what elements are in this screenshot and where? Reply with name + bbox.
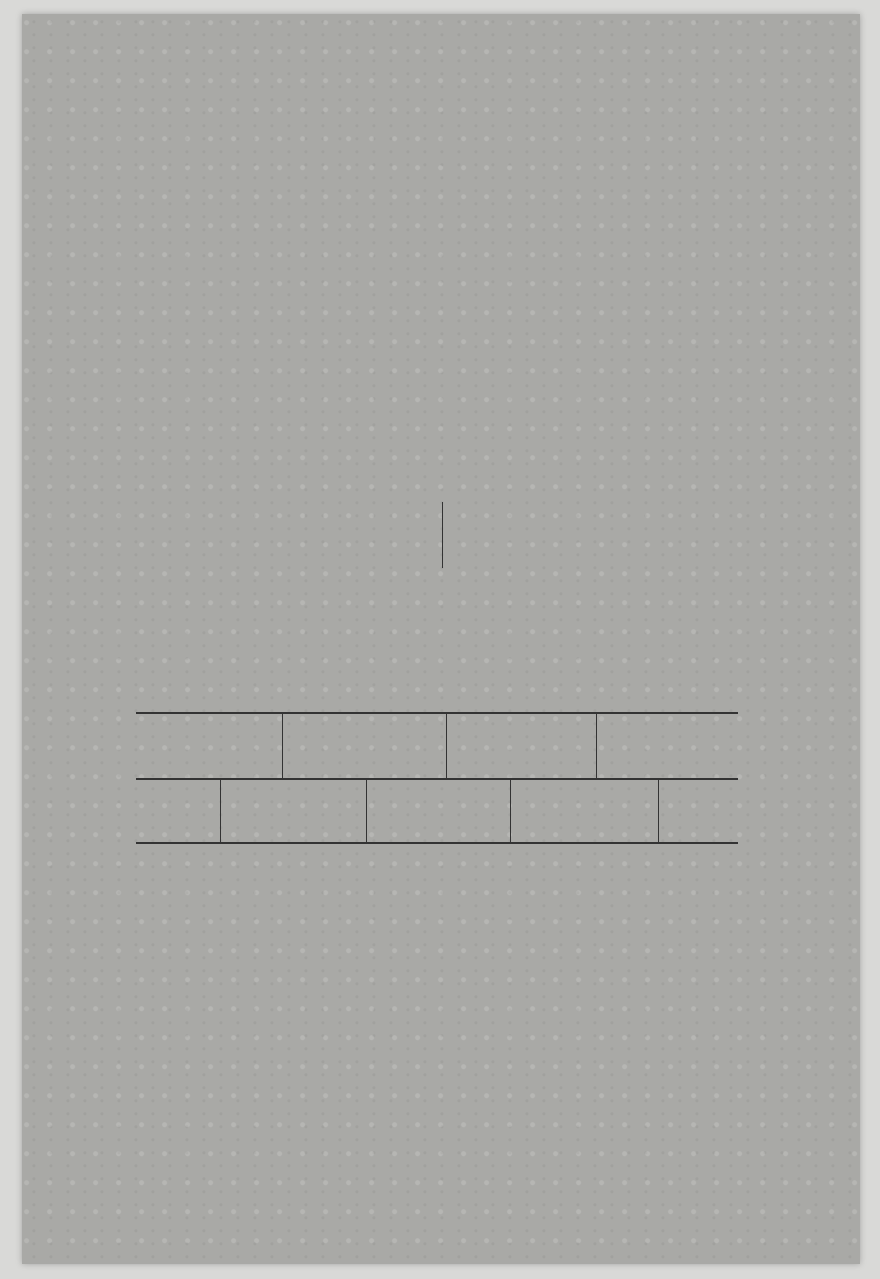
- table-divider: [658, 780, 659, 842]
- table-divider: [446, 714, 447, 778]
- table-divider: [282, 714, 283, 778]
- cast-divider: [442, 502, 443, 568]
- table-rule: [136, 712, 738, 714]
- table-divider: [510, 780, 511, 842]
- table-rule: [136, 842, 738, 844]
- bottom-floral-border: [142, 1134, 722, 1196]
- table-rule: [136, 778, 738, 780]
- table-divider: [596, 714, 597, 778]
- table-divider: [366, 780, 367, 842]
- table-divider: [220, 780, 221, 842]
- top-ornament-border: [142, 102, 742, 136]
- poster: [22, 14, 860, 1264]
